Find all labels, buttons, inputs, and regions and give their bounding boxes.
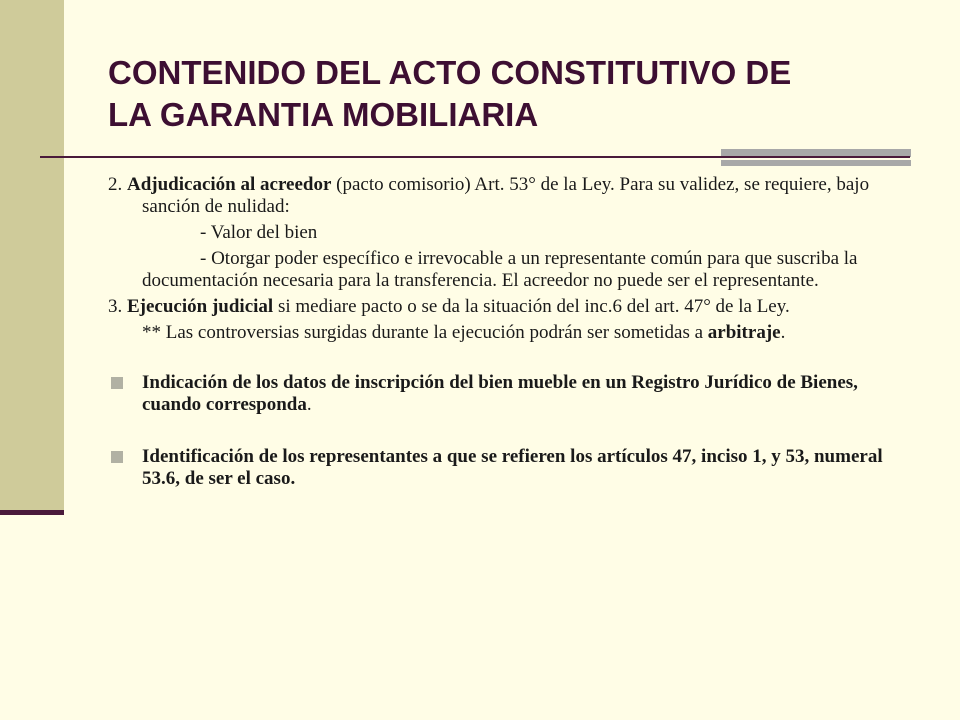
item-2-text: (pacto comisorio) Art. 53° de la Ley. Para su validez, se requiere, bajo sanción de nulidad: xyxy=(142,174,870,217)
item-2-sub-1: - Valor del bien xyxy=(200,222,318,243)
item-3-note xyxy=(108,322,898,344)
bullet-item xyxy=(108,372,898,416)
title-rule-accent-bottom xyxy=(721,160,911,166)
left-decorative-band xyxy=(0,0,64,512)
item-3-note-suffix: . xyxy=(780,322,786,343)
item-3-text: si mediare pacto o se da la situación del inc.6 del art. 47° de la Ley. xyxy=(273,296,790,317)
item-3-paragraph xyxy=(108,296,898,318)
bullet-1-bold: Indicación de los datos de inscripción del bien mueble en un Registro Jurídico de Bienes, cuando corresponda xyxy=(142,372,858,415)
item-2-sub-2: - Otorgar poder específico e irrevocable a un representante común para que suscriba la documentación necesaria para la transferencia. El acreedor no puede ser el representante. xyxy=(142,248,858,291)
left-band-rule xyxy=(0,510,64,515)
bullet-2-bold: Identificación de los representantes a que se refieren los artículos 47, inciso 1, y 53, numeral 53.6, de ser el caso. xyxy=(142,446,883,489)
item-3-note-text: ** Las controversias surgidas durante la ejecución podrán ser sometidas a xyxy=(142,322,708,343)
square-bullet-icon xyxy=(111,377,123,389)
bullet-item xyxy=(108,446,898,490)
square-bullet-icon xyxy=(111,451,123,463)
item-2-paragraph xyxy=(108,174,898,218)
item-3-number: 3. xyxy=(108,296,123,317)
item-2-bold: Adjudicación al acreedor xyxy=(127,174,332,195)
bullet-list xyxy=(108,372,898,490)
bullet-1-suffix: . xyxy=(306,394,312,415)
item-3-note-bold: arbitraje xyxy=(707,322,781,343)
slide-title-line-2: LA GARANTIA MOBILIARIA xyxy=(108,96,539,133)
item-3-bold: Ejecución judicial xyxy=(127,296,274,317)
item-2-number: 2. xyxy=(108,174,123,195)
slide-title xyxy=(108,52,908,136)
title-rule xyxy=(40,156,910,158)
slide-title-line-1: CONTENIDO DEL ACTO CONSTITUTIVO DE xyxy=(108,54,792,91)
slide-body xyxy=(108,174,898,520)
